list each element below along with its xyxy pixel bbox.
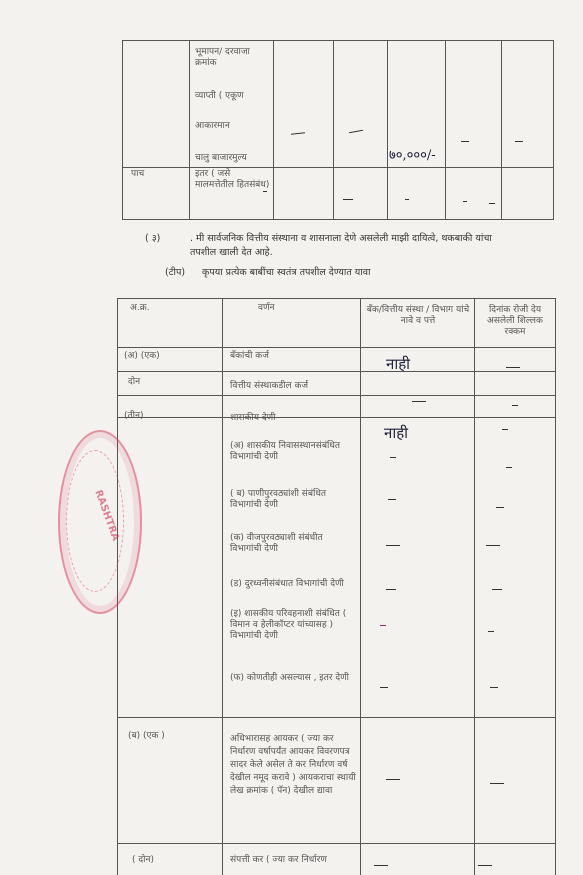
notary-stamp-inner-ring <box>66 450 124 592</box>
row-b1-number: (ब) (एक ) <box>128 731 165 741</box>
liabilities-statement-line1: . मी सार्वजनिक वित्तीय संस्थाना व शासनाला देणे असलेली माझी दायित्वे, थकबाकी यांचा <box>190 233 492 244</box>
housing-dues-label: (अ) शासकीय निवासस्थानसंबंधित विभागांची देणी <box>230 441 340 462</box>
header-description: वर्णन <box>258 303 275 313</box>
row-five-number: पाच <box>131 169 145 179</box>
financial-institution-loans-label: वित्तीय संस्थाकडील कर्ज <box>230 381 309 391</box>
other-dues-label: (फ) कोणतीही असल्यास , इतर देणी <box>230 673 350 683</box>
assets-table <box>122 40 554 220</box>
water-dues-label: ( ब) पाणीपुरवठ्यांशी संबंधित विभागांची देणी <box>230 489 326 510</box>
note-label: (टीप) <box>165 267 186 278</box>
liabilities-table <box>117 298 556 875</box>
row-three-number: (तीन) <box>124 411 144 421</box>
header-bank-names: बँक/वित्तीय संस्था / विभाग यांचे नावे व पत्ते <box>366 305 470 326</box>
header-balance: दिनांक रोजी देय असलेली शिल्लक रक्कम <box>487 305 543 337</box>
electricity-dues-label: (क) वीजपुरवठ्याशी संबंधीत विभागांची देणी <box>230 533 323 554</box>
note-text: कृपया प्रत्येक बाबींचा स्वतंत्र तपशील देण्यात यावा <box>202 267 371 278</box>
survey-number-label: भूमापन/ दरवाजा क्रमांक <box>195 47 250 68</box>
row-a1-number: (अ) (एक) <box>124 351 160 361</box>
stamp-text: RASHTRA <box>92 488 121 543</box>
section-number: ( ३) <box>145 233 161 244</box>
liabilities-statement-line2: तपशील खाली देत आहे. <box>190 247 273 258</box>
income-tax-label: अधिभारासह आयकर ( ज्या कर निर्धारण वर्षापर्यंत आयकर विवरणपत्र सादर केले असेल ते कर निर्धारण वर्ष देखील नमूद करावे ) आयकराचा स्थायी लेख क्रमांक ( पॅन) देखील द्यावा <box>230 734 356 796</box>
wealth-tax-label: संपत्ती कर ( ज्या कर निर्धारण <box>230 855 327 865</box>
govt-dues-value: नाही <box>384 424 409 442</box>
transport-dues-label: (इ) शासकीय परिवहनाशी संबंधित ( विमान व हेलीकॉप्टर यांच्यासह ) विभागांची देणी <box>230 609 347 641</box>
other-interests-label: इतर ( जसे मालमत्तेतील हितसंबंध) <box>195 169 270 190</box>
telephone-dues-label: (ड) दुरध्वनीसंबंधात विभागांची देणी <box>230 579 344 589</box>
row-two-number: दोन <box>128 377 141 387</box>
header-serial: अ.क्र. <box>130 303 150 313</box>
size-label: आकारमान <box>195 121 230 131</box>
area-label: व्याप्ती ( एकूण <box>195 91 244 101</box>
bank-loans-label: बँकांची कर्ज <box>230 351 269 361</box>
govt-dues-label: शासकीय देणी <box>230 413 276 423</box>
market-value-handwritten: ७०,०००/- <box>389 148 436 163</box>
bank-loans-value: नाही <box>386 355 411 373</box>
row-two-b-number: ( दोन) <box>132 855 154 865</box>
market-value-label: चालु बाजारमुल्य <box>195 153 247 163</box>
